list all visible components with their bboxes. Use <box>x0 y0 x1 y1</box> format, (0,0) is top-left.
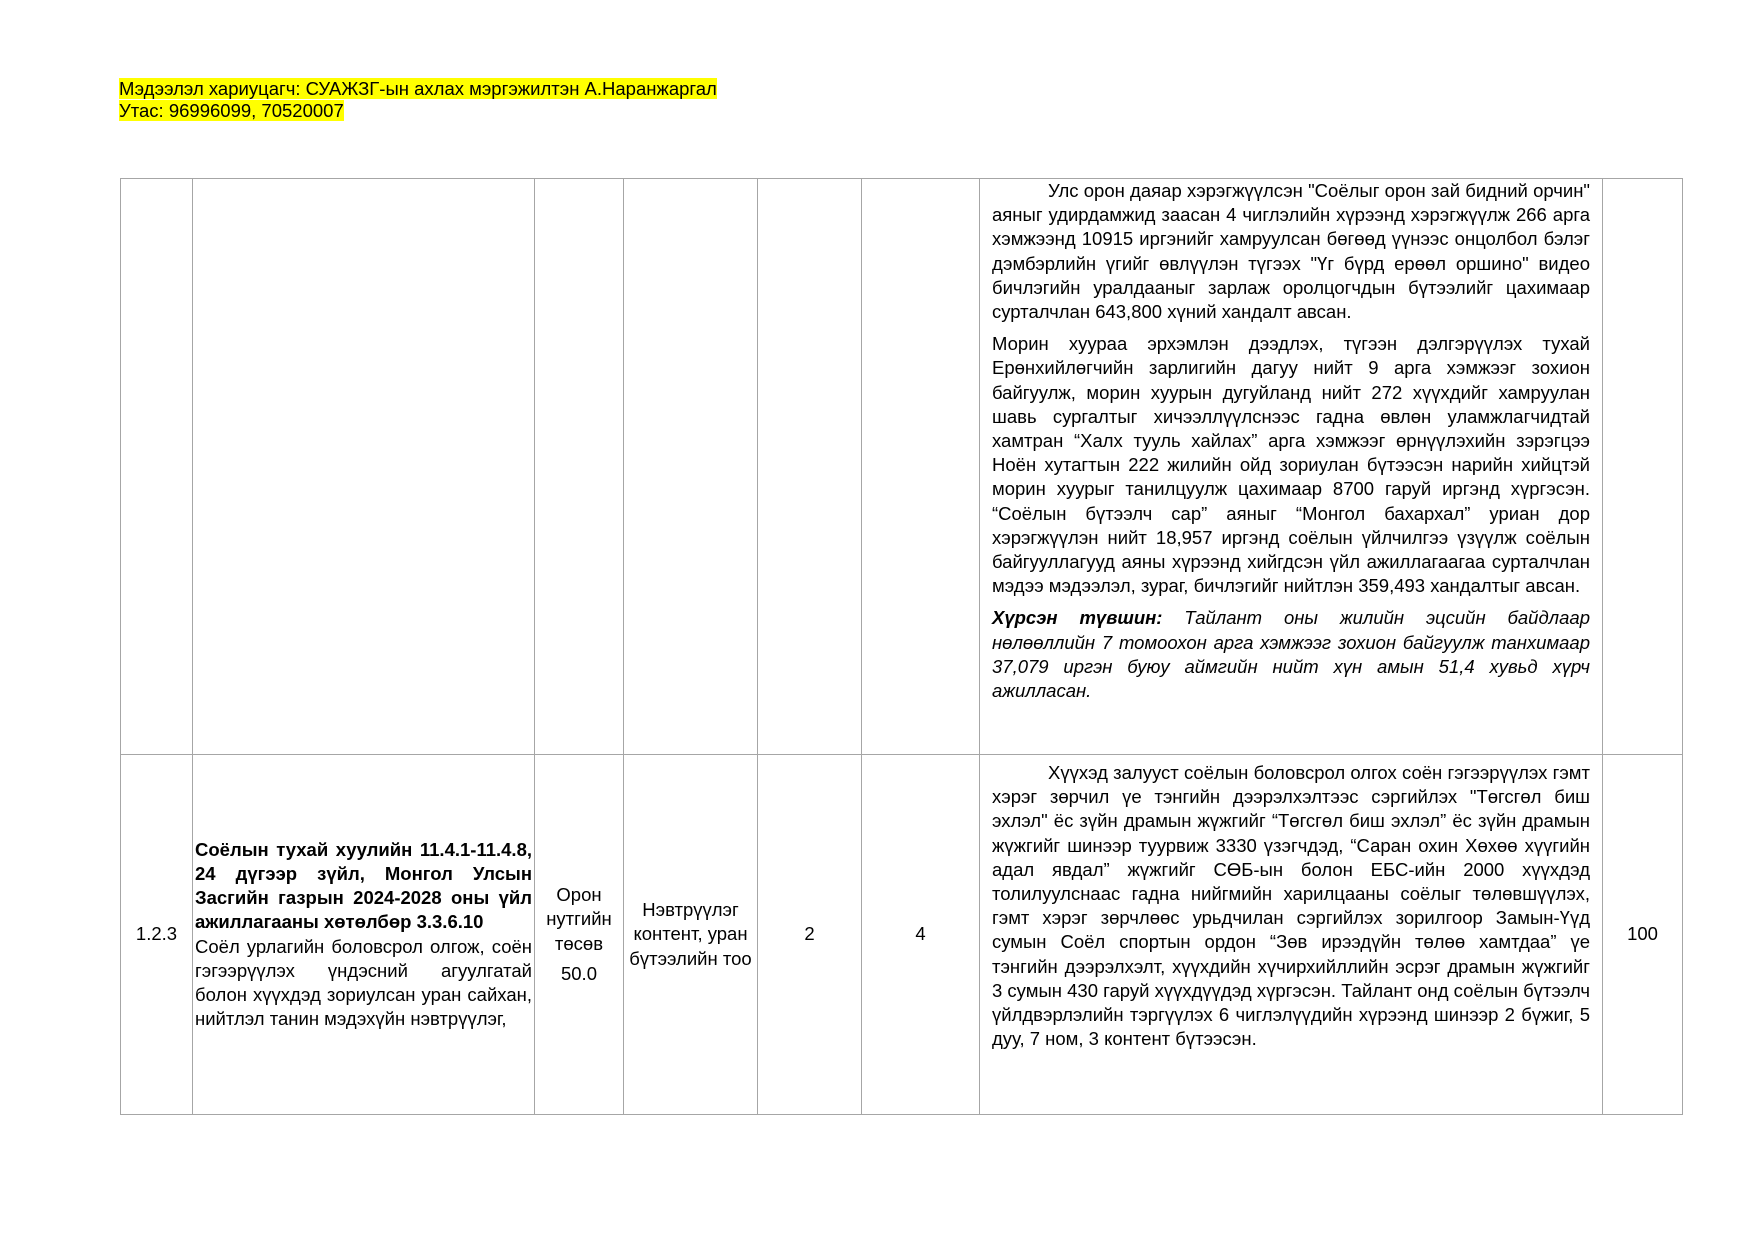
cell-number <box>121 179 193 755</box>
measure-title: Соёлын тухай хуулийн 11.4.1-11.4.8, 24 дүгээр зүйл, Монгол Улсын Засгийн газрын 2024-2028 оны үйл ажиллагааны хөтөлбөр 3.3.6.10 <box>195 838 532 933</box>
contact-info <box>119 78 717 122</box>
cell-source <box>535 755 624 1115</box>
responsible-person: Мэдээлэл хариуцагч: СУАЖЗГ-ын ахлах мэргэжилтэн А.Наранжаргал <box>119 78 717 99</box>
report-table <box>120 178 1683 1115</box>
cell-baseline <box>758 179 862 755</box>
achievement-label: Хүрсэн түвшин: <box>992 607 1163 629</box>
report-paragraph: Хүүхэд залууст соёлын боловсрол олгох соён гэгээрүүлэх гэмт хэрэг зөрчил үе тэнгийн дээрэлхэлтээс сэргийлэх "Төгсгөл биш эхлэл" ёс зүйн драмын жүжгийг “Төгсгөл биш эхлэл” ёс зүйн драмын жүжгийг шинээр туурвиж 3330 үзэгчдэд, “Саран охин Хөхөө хүүгийн адал явдал” жүжгийг СӨБ-ын болон ЕБС-ийн 2000 хүүхдэд толилуулснаас гадна нийгмийн харилцааны соёлыг төлөвшүүлэх, гэмт хэрэг зөрчлөөс урьдчилан сэргийлэх зорилгоор Замын-Үүд сумын Соёл спортын ордон “Зөв ирээдүйн төлөө хамтдаа” үе тэнгийн дээрэлхэлт, хүүхдийн хүчирхийллийн эсрэг драмын жүжгийг 3 сумын 430 гаруй хүүхдүүдэд хүргэсэн. Тайлант онд соёлын бүтээлч үйлдвэрлэлийн тэргүүлэх 6 чиглэлүүдийн хүрээнд шинээр 2 бүжиг, 5 дуу, 7 ном, 3 контент бүтээсэн. <box>992 762 1590 1050</box>
funding-source: Орон нутгийн төсөв <box>546 884 612 954</box>
row-number: 1.2.3 <box>121 755 193 1115</box>
table-row <box>121 755 1683 1115</box>
cell-source <box>535 179 624 755</box>
budget-amount: 50.0 <box>560 962 597 984</box>
measure-description: Соёл урлагийн боловсрол олгож, соён гэгээрүүлэх үндэсний агуулгатай болон хүүхдэд зориулсан уран сайхан, нийтлэл танин мэдэхүйн нэвтрүүлэг, <box>195 935 532 1030</box>
cell-score <box>1603 179 1683 755</box>
cell-report <box>980 179 1603 755</box>
achievement-text: Тайлант оны жилийн эцсийн байдлаар нөлөөллийн 7 томоохон арга хэмжээг зохион байгуулж танхимаар 37,079 иргэн буюу аймгийн нийт хүн амын 51,4 хувьд хүрч ажилласан. <box>992 607 1590 702</box>
cell-indicator: Нэвтрүүлэг контент, уран бүтээлийн тоо <box>624 755 758 1115</box>
achievement-paragraph <box>992 606 1590 703</box>
report-paragraph: Морин хуураа эрхэмлэн дээдлэх, түгээн дэлгэрүүлэх тухай Ерөнхийлөгчийн зарлигийн дагуу нийт 9 арга хэмжээг зохион байгуулж, морин хуурын дугуйланд нийт 272 хүүхдийг хамруулан шавь сургалтыг хичээллүүлснээс гадна өвлөн уламжлагчидтай хамтран “Халх тууль хайлах” арга хэмжээг өрнүүлэхийн зэрэгцээ Ноён хутагтын 222 жилийн ойд зориулан бүтээсэн нарийн хийцтэй морин хуурыг танилцуулж цахимаар 8700 гаруй иргэнд хүргэсэн. “Соёлын бүтээлч сар” аяныг “Монгол бахархал” уриан дор хэрэгжүүлэн нийт 18,957 иргэнд соёлын үйлчилгээ үзүүлж соёлын байгууллагууд аяны хүрээнд хийгдсэн үйл ажиллагаагаа сурталчлан мэдээ мэдээлэл, зураг, бичлэгийг нийтлэн 359,493 хандалтыг авсан. <box>992 333 1590 597</box>
cell-indicator <box>624 179 758 755</box>
cell-baseline: 2 <box>758 755 862 1115</box>
cell-target: 4 <box>862 755 980 1115</box>
cell-title <box>193 179 535 755</box>
phone-numbers: Утас: 96996099, 70520007 <box>119 100 344 121</box>
cell-score: 100 <box>1603 755 1683 1115</box>
cell-report <box>980 755 1603 1115</box>
cell-target <box>862 179 980 755</box>
cell-title <box>193 755 535 1115</box>
report-paragraph: Улс орон даяар хэрэгжүүлсэн "Соёлыг орон зай бидний орчин" аяныг удирдамжид заасан 4 чиглэлийн хүрээнд хэрэгжүүлж 266 арга хэмжээнд 10915 иргэнийг хамруулсан бөгөөд үүнээс онцолбол бэлэг дэмбэрлийн үгийг өвлүүлэн түгээх "Үг бүрд ерөөл оршино" видео бичлэгийн уралдааныг зарлаж оролцогчдын бүтээлийг цахимаар сурталчлан 643,800 хүний хандалт авсан. <box>992 180 1590 323</box>
table-row <box>121 179 1683 755</box>
